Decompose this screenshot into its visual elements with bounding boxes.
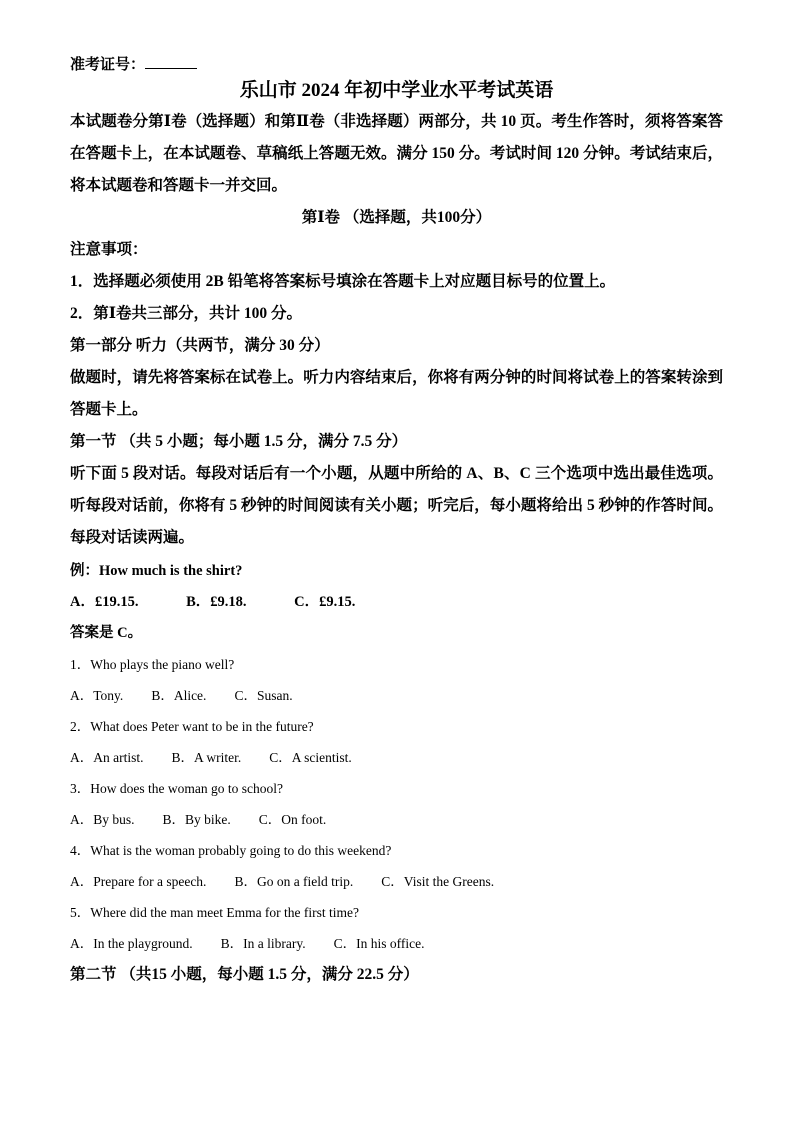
option: C．A scientist.: [269, 750, 352, 765]
question-text: 2．What does Peter want to be in the future?: [70, 719, 314, 734]
example-options: [70, 587, 723, 618]
question-options: [70, 742, 723, 773]
question-options: [70, 804, 723, 835]
part1-header: 第一部分 听力（共两节，满分 30 分）: [70, 337, 330, 354]
section-b-header: 第二节 （共15 小题，每小题 1.5 分，满分 22.5 分）: [70, 966, 419, 983]
option: A．Prepare for a speech.: [70, 874, 207, 889]
option: B．Alice.: [151, 688, 207, 703]
example-answer: 答案是 C。: [70, 625, 143, 641]
option: A．In the playground.: [70, 936, 193, 951]
question-text: 4．What is the woman probably going to do this weekend?: [70, 843, 392, 858]
admission-number-line: [70, 54, 723, 76]
option: C．On foot.: [258, 812, 327, 827]
notes-title: 注意事项：: [70, 241, 148, 258]
exam-intro-paragraph: 本试题卷分第Ⅰ卷（选择题）和第Ⅱ卷（非选择题）两部分，共 10 页。考生作答时，须将答案答在答题卡上，在本试题卷、草稿纸上答题无效。满分 150 分。考试时间 120 分钟。考试结束后，将本试题卷和答题卡一并交回。: [70, 113, 723, 194]
question-text: 5．Where did the man meet Emma for the first time?: [70, 905, 360, 920]
option: C．In his office.: [333, 936, 425, 951]
question-text: 3．How does the woman go to school?: [70, 781, 283, 796]
question-options: [70, 928, 723, 959]
note-1: 1．选择题必须使用 2B 铅笔将答案标号填涂在答题卡上对应题目标号的位置上。: [70, 273, 616, 290]
exam-title: 乐山市 2024 年初中学业水平考试英语: [239, 80, 554, 101]
option: B．Go on a field trip.: [234, 874, 354, 889]
option: C．Susan.: [234, 688, 293, 703]
note-2: 2．第Ⅰ卷共三部分，共计 100 分。: [70, 305, 303, 322]
option: B．In a library.: [220, 936, 306, 951]
section-a-instructions: 听下面 5 段对话。每段对话后有一个小题，从题中所给的 A、B、C 三个选项中选出最佳选项。听每段对话前，你将有 5 秒钟的时间阅读有关小题；听完后，每小题将给出 5 秒钟的作答时间。每段对话读两遍。: [70, 465, 723, 546]
admission-number-label: 准考证号：: [70, 57, 146, 73]
volume1-header: 第Ⅰ卷 （选择题，共100分）: [301, 209, 492, 226]
option: C．Visit the Greens.: [381, 874, 495, 889]
option: A．An artist.: [70, 750, 144, 765]
section-a-header: 第一节 （共 5 小题；每小题 1.5 分，满分 7.5 分）: [70, 433, 408, 450]
example-question: 例：How much is the shirt?: [70, 563, 243, 579]
question-text: 1．Who plays the piano well?: [70, 657, 235, 672]
example-option-b: B．£9.18.: [186, 594, 247, 610]
listening-note: 做题时，请先将答案标在试卷上。听力内容结束后，你将有两分钟的时间将试卷上的答案转涂到答题卡上。: [70, 369, 723, 418]
option: A．Tony.: [70, 688, 124, 703]
option: A．By bus.: [70, 812, 135, 827]
questions-list: [70, 649, 723, 959]
question-options: [70, 680, 723, 711]
option: B．By bike.: [162, 812, 231, 827]
example-option-a: A．£19.15.: [70, 594, 139, 610]
example-option-c: C．£9.15.: [294, 594, 356, 610]
option: B．A writer.: [171, 750, 242, 765]
question-options: [70, 866, 723, 897]
admission-number-blank: [145, 55, 197, 69]
